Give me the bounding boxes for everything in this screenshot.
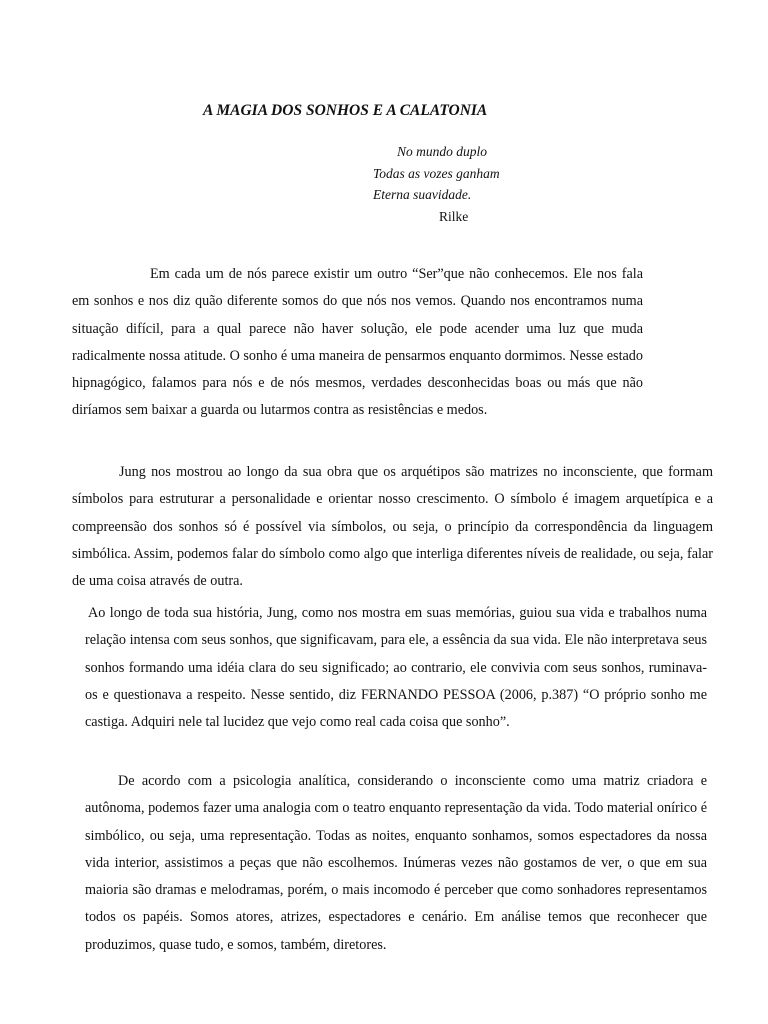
- epigraph-line: Eterna suavidade.: [373, 187, 472, 202]
- document-title: A MAGIA DOS SONHOS E A CALATONIA: [203, 102, 488, 119]
- body-paragraph: Jung nos mostrou ao longo da sua obra que os arquétipos são matrizes no inconsciente, que formam símbolos para estruturar a personalidade e orientar nosso crescimento. O símbolo é imagem arquetípica e a compreensão dos sonhos só é possível via símbolos, ou seja, o princípio da correspondência da linguagem simbólica. Assim, podemos falar do símbolo como algo que interliga diferentes níveis de realidade, ou seja, falar de uma coisa através de outra.: [72, 464, 713, 590]
- body-paragraph: Em cada um de nós parece existir um outro “Ser”que não conhecemos. Ele nos fala em sonhos e nos diz quão diferente somos do que nós nos vemos. Quando nos encontramos numa situação difícil, para a qual parece não haver solução, ele pode acender uma luz que muda radicalmente nossa atitude. O sonho é uma maneira de pensarmos enquanto dormimos. Nesse estado hipnagógico, falamos para nós e de nós mesmos, verdades desconhecidas boas ou más que não diríamos sem baixar a guarda ou lutarmos contra as resistências e medos.: [72, 266, 643, 419]
- epigraph-author: Rilke: [439, 208, 469, 224]
- epigraph-line: No mundo duplo: [397, 144, 488, 159]
- body-paragraph: Ao longo de toda sua história, Jung, como nos mostra em suas memórias, guiou sua vida e trabalhos numa relação intensa com seus sonhos, que significavam, para ele, a essência da sua vida. Ele não interpretava seus sonhos formando uma idéia clara do seu significado; ao contrario, ele convivia com seus sonhos, ruminava-os e questionava a respeito. Nesse sentido, diz FERNANDO PESSOA (2006, p.387) “O próprio sonho me castiga. Adquiri nele tal lucidez que vejo como real cada coisa que sonho”.: [85, 605, 707, 731]
- epigraph: [373, 141, 500, 227]
- body-paragraph: De acordo com a psicologia analítica, considerando o inconsciente como uma matriz criadora e autônoma, podemos fazer uma analogia com o teatro enquanto representação da vida. Todo material onírico é simbólico, ou seja, uma representação. Todas as noites, enquanto sonhamos, somos espectadores da nossa vida interior, assistimos a peças que não escolhemos. Inúmeras vezes não gostamos de ver, o que em sua maioria são dramas e melodramas, porém, o mais incomodo é perceber que como sonhadores representamos todos os papéis. Somos atores, atrizes, espectadores e cenário. Em análise temos que reconhecer que produzimos, quase tudo, e somos, também, diretores.: [85, 773, 707, 953]
- epigraph-line: Todas as vozes ganham: [373, 165, 500, 181]
